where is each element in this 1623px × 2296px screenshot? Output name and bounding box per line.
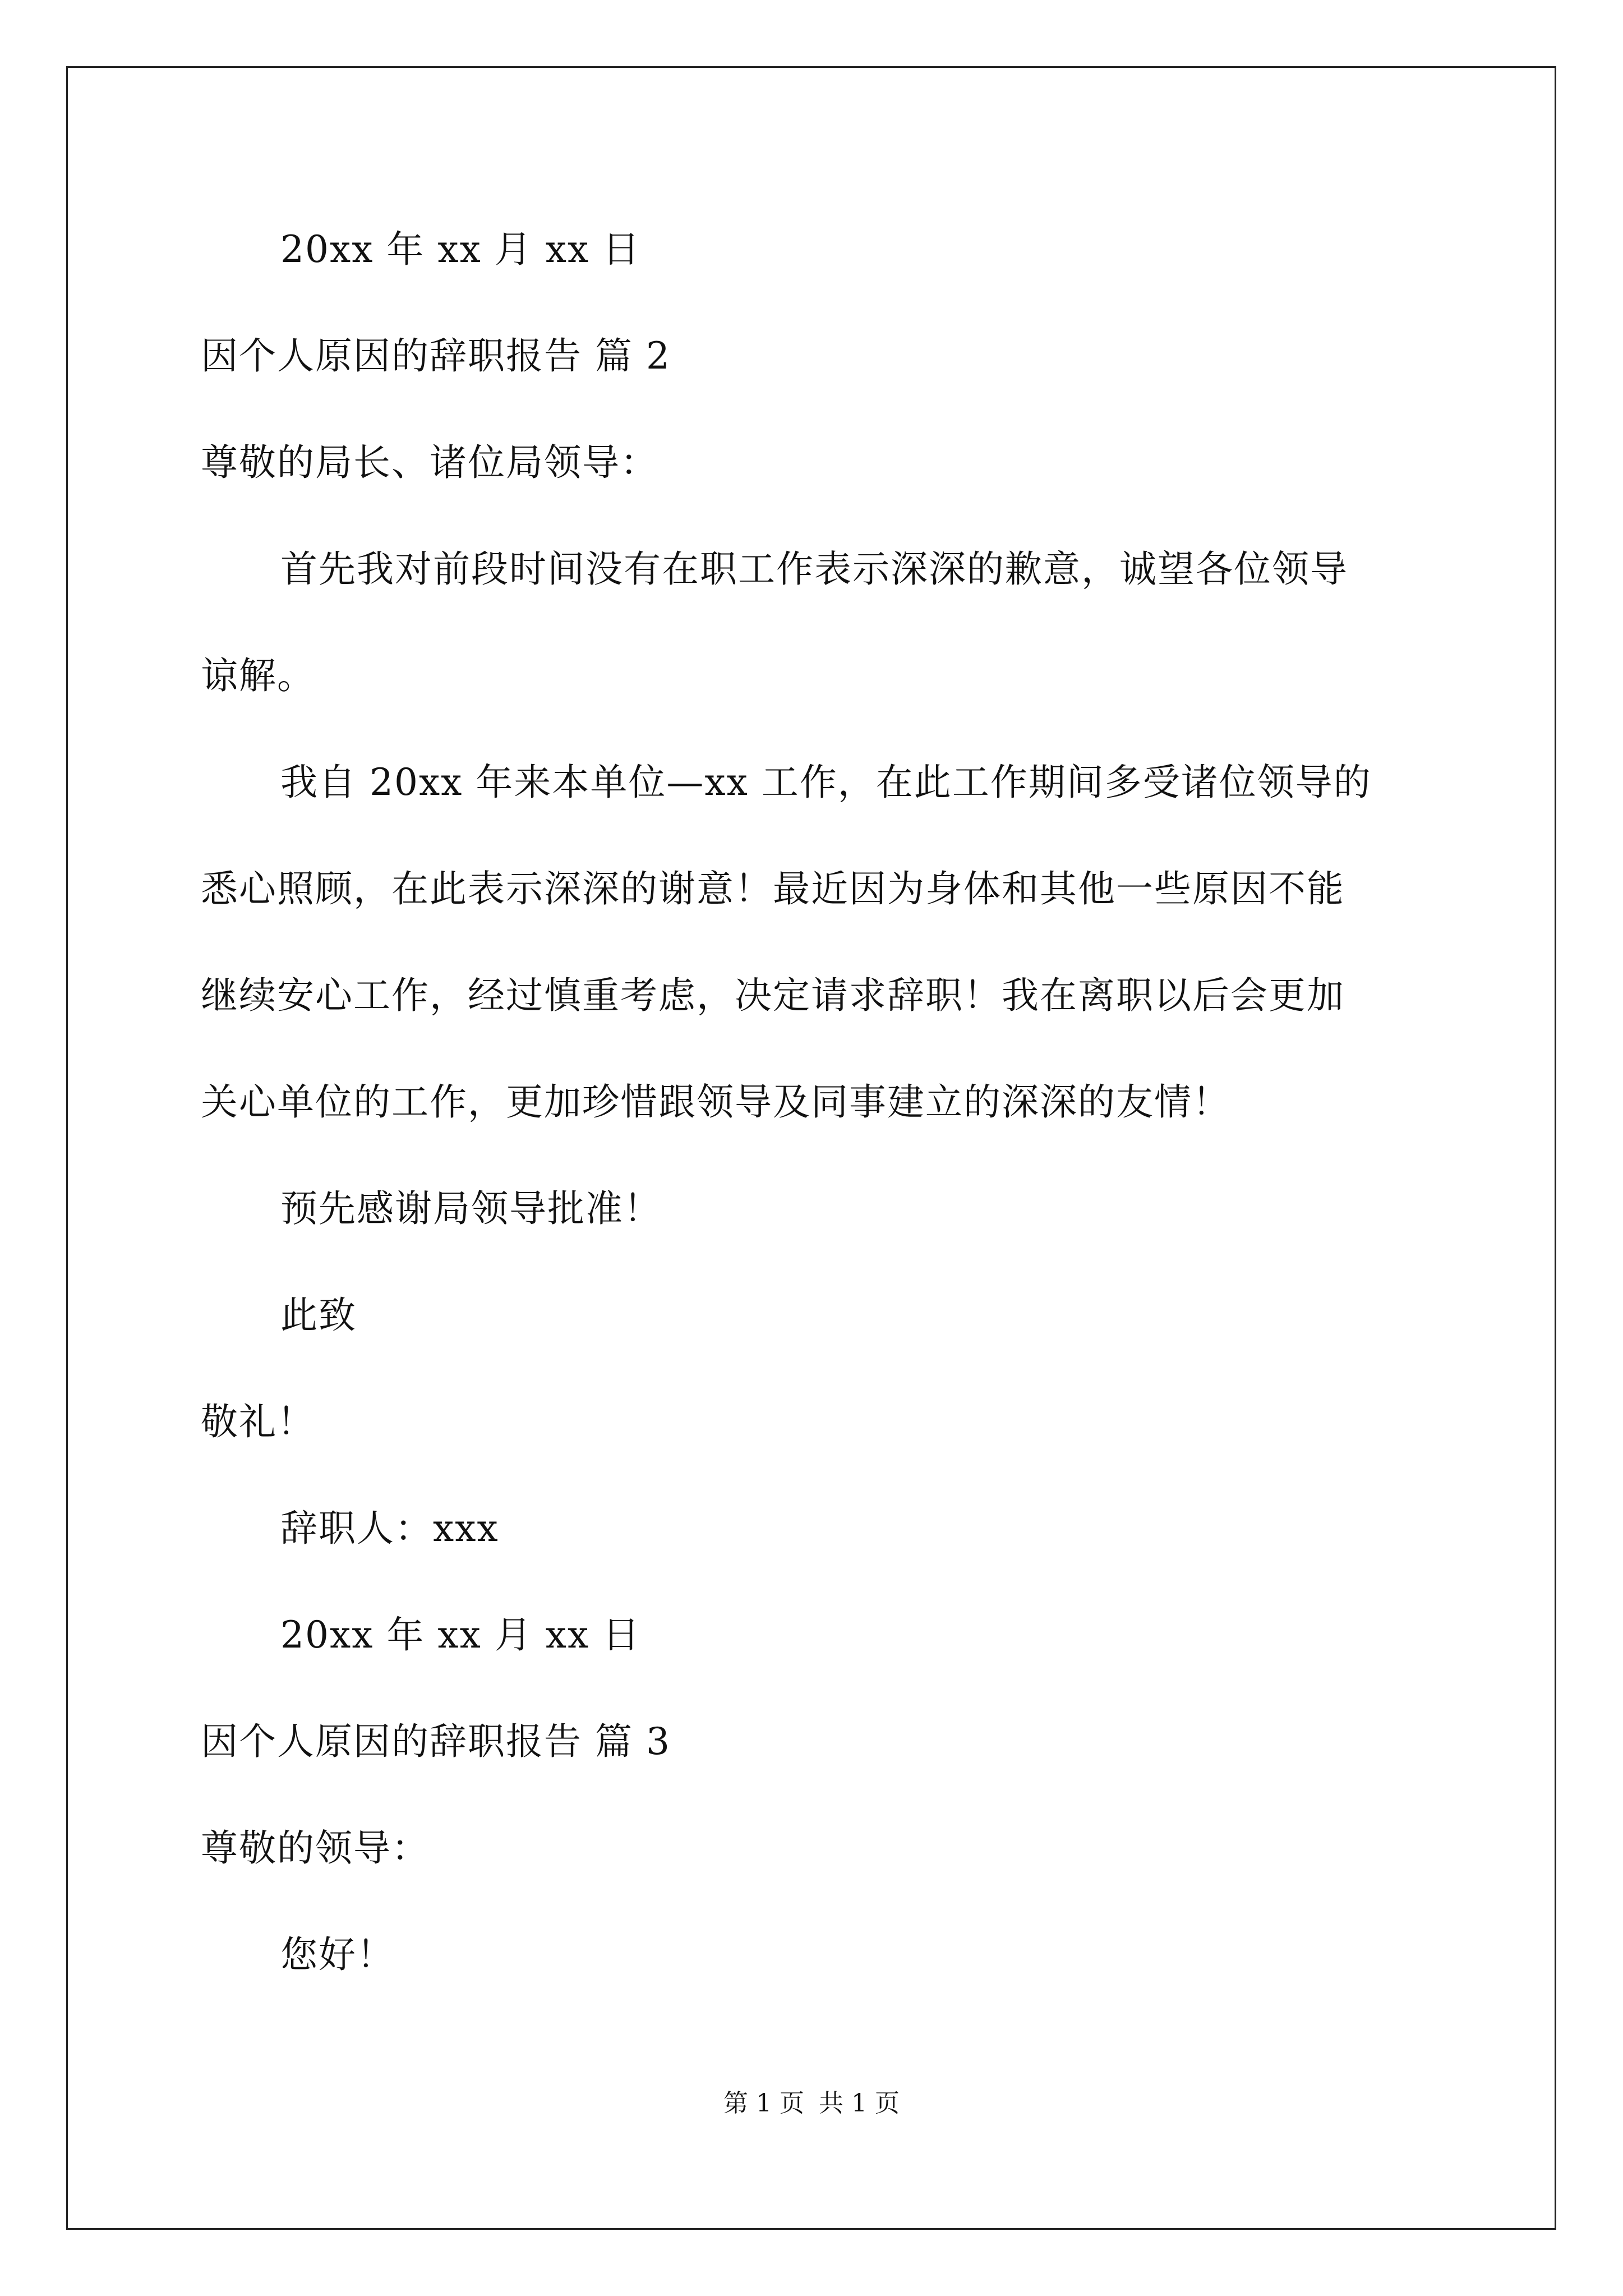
signature-line: 辞职人：xxx — [280, 1507, 499, 1550]
paragraph-line: 首先我对前段时间没有在职工作表示深深的歉意，诚望各位领导 — [280, 547, 1348, 591]
paragraph-line: 预先感谢局领导批准！ — [280, 1187, 662, 1230]
paragraph-line: 我自 20xx 年来本单位—xx 工作，在此工作期间多受诸位领导的 — [280, 761, 1372, 804]
salutation: 尊敬的领导： — [201, 1826, 430, 1870]
paragraph-line: 悉心照顾，在此表示深深的谢意！最近因为身体和其他一些原因不能 — [201, 867, 1345, 910]
closing-line: 此致 — [280, 1294, 357, 1337]
salutation: 尊敬的局长、诸位局领导： — [201, 441, 658, 484]
closing-line: 敬礼！ — [201, 1400, 315, 1443]
date-line: 20xx 年 xx 月 xx 日 — [280, 1613, 641, 1657]
greeting-line: 您好！ — [280, 1933, 395, 1976]
paragraph-line: 谅解。 — [201, 654, 315, 697]
page-number: 第 1 页 — [723, 2089, 804, 2118]
page-total: 共 1 页 — [819, 2089, 900, 2118]
page-footer — [0, 2087, 1623, 2120]
paragraph-line: 继续安心工作，经过慎重考虑，决定请求辞职！我在离职以后会更加 — [201, 974, 1345, 1017]
section-title: 因个人原因的辞职报告 篇 2 — [201, 334, 671, 378]
date-line: 20xx 年 xx 月 xx 日 — [280, 228, 641, 271]
paragraph-line: 关心单位的工作，更加珍惜跟领导及同事建立的深深的友情！ — [201, 1080, 1230, 1124]
section-title: 因个人原因的辞职报告 篇 3 — [201, 1720, 671, 1763]
page-border — [66, 66, 1556, 2230]
